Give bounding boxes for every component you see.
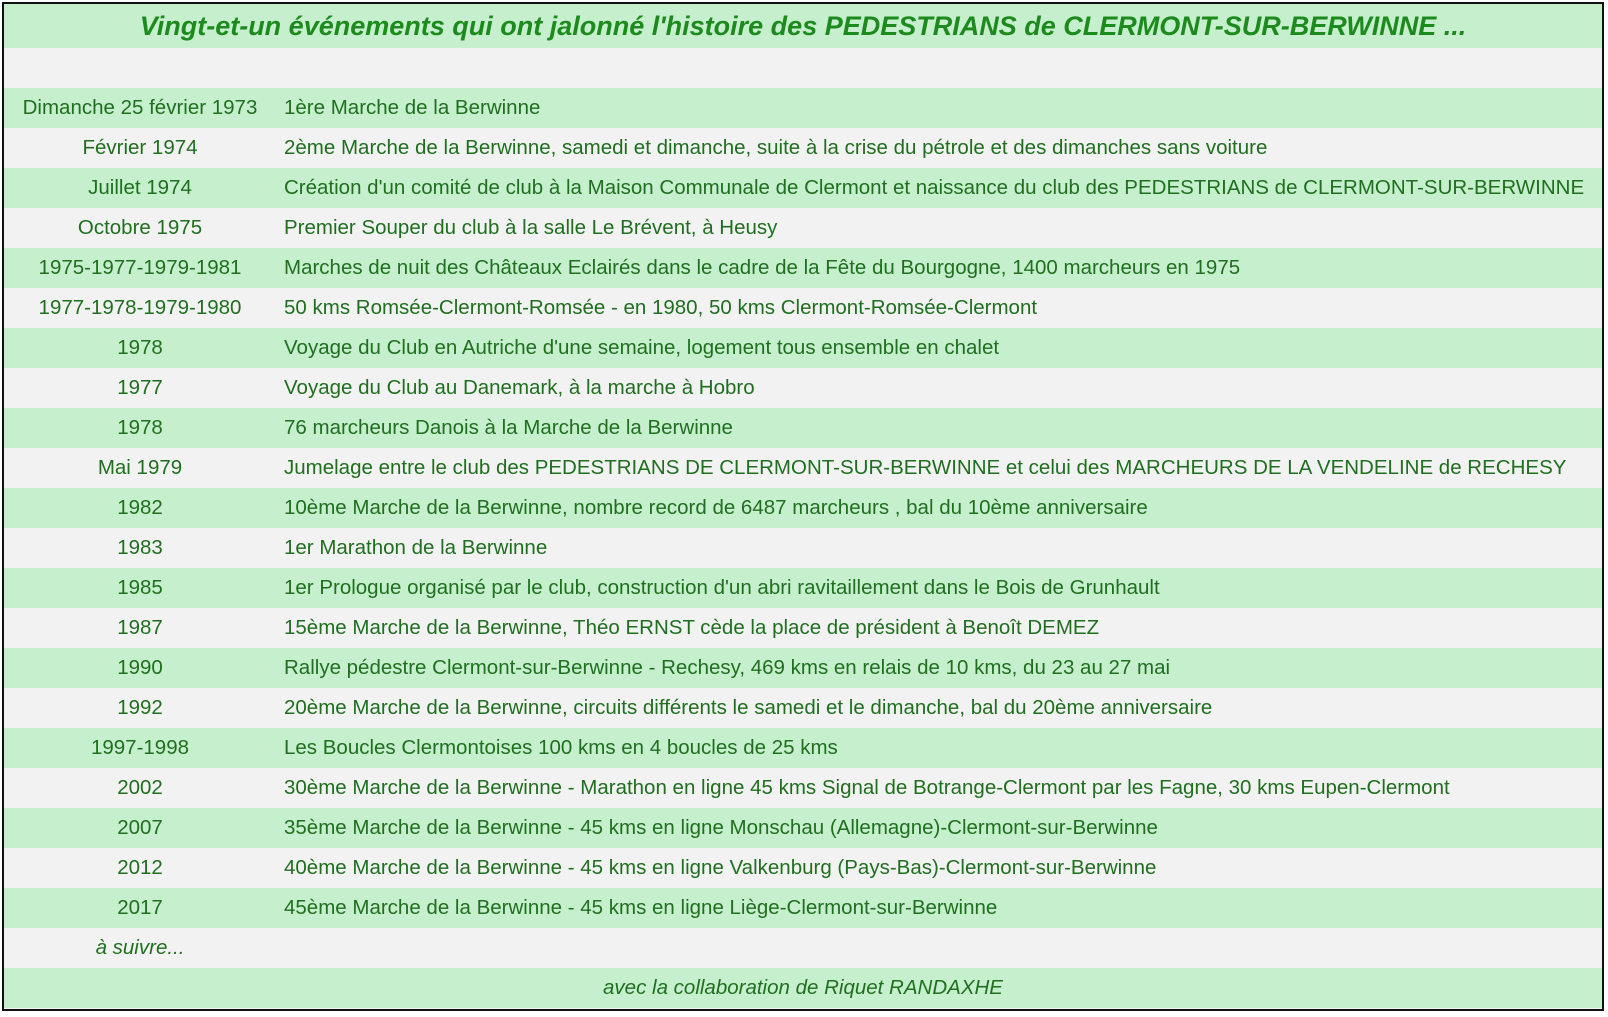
event-description: 30ème Marche de la Berwinne - Marathon en ligne 45 kms Signal de Botrange-Clermont par les Fagne, 30 kms Eupen-Clermont bbox=[284, 776, 1450, 799]
event-description: Création d'un comité de club à la Maison Communale de Clermont et naissance du club des PEDESTRIANS de CLERMONT-SUR-BERWINNE bbox=[284, 176, 1585, 199]
event-row bbox=[4, 128, 1602, 168]
event-date: 2002 bbox=[117, 776, 163, 799]
event-description: 1ère Marche de la Berwinne bbox=[284, 96, 541, 119]
blank-row bbox=[4, 48, 1602, 88]
events-list bbox=[4, 88, 1602, 928]
event-date: 1978 bbox=[117, 336, 163, 359]
event-description: Premier Souper du club à la salle Le Brévent, à Heusy bbox=[284, 216, 778, 239]
event-description: Voyage du Club au Danemark, à la marche à Hobro bbox=[284, 376, 755, 399]
credit-row bbox=[4, 968, 1602, 1008]
event-row bbox=[4, 688, 1602, 728]
event-row bbox=[4, 88, 1602, 128]
event-description: 1er Marathon de la Berwinne bbox=[284, 536, 548, 559]
event-date: Octobre 1975 bbox=[77, 216, 203, 239]
event-description: 40ème Marche de la Berwinne - 45 kms en ligne Valkenburg (Pays-Bas)-Clermont-sur-Berwinne bbox=[284, 856, 1157, 879]
event-date: 1978 bbox=[117, 416, 163, 439]
event-row bbox=[4, 768, 1602, 808]
event-row bbox=[4, 528, 1602, 568]
event-date: 1985 bbox=[117, 576, 163, 599]
event-row bbox=[4, 808, 1602, 848]
event-row bbox=[4, 248, 1602, 288]
event-description: 1er Prologue organisé par le club, construction d'un abri ravitaillement dans le Bois de Grunhault bbox=[284, 576, 1160, 599]
event-row bbox=[4, 728, 1602, 768]
event-date: 1987 bbox=[117, 616, 163, 639]
event-row bbox=[4, 608, 1602, 648]
event-description: Les Boucles Clermontoises 100 kms en 4 boucles de 25 kms bbox=[284, 736, 838, 759]
event-date: 2007 bbox=[117, 816, 163, 839]
event-date: 1990 bbox=[117, 656, 163, 679]
event-row bbox=[4, 488, 1602, 528]
event-date: 1992 bbox=[117, 696, 163, 719]
event-description: 50 kms Romsée-Clermont-Romsée - en 1980, 50 kms Clermont-Romsée-Clermont bbox=[284, 296, 1038, 319]
event-description: 20ème Marche de la Berwinne, circuits différents le samedi et le dimanche, bal du 20ème anniversaire bbox=[284, 696, 1213, 719]
event-description: 76 marcheurs Danois à la Marche de la Berwinne bbox=[284, 416, 733, 439]
event-description: 35ème Marche de la Berwinne - 45 kms en ligne Monschau (Allemagne)-Clermont-sur-Berwinne bbox=[284, 816, 1158, 839]
event-date: 1982 bbox=[117, 496, 163, 519]
event-date: Juillet 1974 bbox=[88, 176, 192, 199]
event-row bbox=[4, 328, 1602, 368]
event-description: 2ème Marche de la Berwinne, samedi et dimanche, suite à la crise du pétrole et des dimanches sans voiture bbox=[284, 136, 1268, 159]
event-date: Février 1974 bbox=[82, 136, 198, 159]
event-date: Mai 1979 bbox=[97, 456, 183, 479]
event-date: 1977-1978-1979-1980 bbox=[38, 296, 242, 319]
to-follow-row bbox=[4, 928, 1602, 968]
event-date: 1977 bbox=[117, 376, 163, 399]
event-row bbox=[4, 208, 1602, 248]
events-table bbox=[2, 2, 1604, 1011]
event-row bbox=[4, 168, 1602, 208]
event-row bbox=[4, 288, 1602, 328]
event-description: 15ème Marche de la Berwinne, Théo ERNST cède la place de président à Benoît DEMEZ bbox=[284, 616, 1100, 639]
event-date: 1997-1998 bbox=[90, 736, 190, 759]
event-description: Jumelage entre le club des PEDESTRIANS DE CLERMONT-SUR-BERWINNE et celui des MARCHEURS DE LA VENDELINE de RECHESY bbox=[284, 456, 1567, 479]
event-date: 1983 bbox=[117, 536, 163, 559]
event-date: Dimanche 25 février 1973 bbox=[22, 96, 258, 119]
event-row bbox=[4, 368, 1602, 408]
credit-text: avec la collaboration de Riquet RANDAXHE bbox=[603, 976, 1003, 999]
event-date: 2012 bbox=[117, 856, 163, 879]
to-follow-text: à suivre... bbox=[95, 936, 185, 959]
event-description: 10ème Marche de la Berwinne, nombre record de 6487 marcheurs , bal du 10ème anniversaire bbox=[284, 496, 1148, 519]
event-date: 1975-1977-1979-1981 bbox=[38, 256, 242, 279]
event-row bbox=[4, 568, 1602, 608]
event-row bbox=[4, 408, 1602, 448]
event-description: Marches de nuit des Châteaux Eclairés dans le cadre de la Fête du Bourgogne, 1400 marcheurs en 1975 bbox=[284, 256, 1241, 279]
event-row bbox=[4, 448, 1602, 488]
page-title: Vingt-et-un événements qui ont jalonné l'histoire des PEDESTRIANS de CLERMONT-SUR-BERWINNE ... bbox=[4, 4, 1602, 48]
event-description: Rallye pédestre Clermont-sur-Berwinne - Rechesy, 469 kms en relais de 10 kms, du 23 au 27 mai bbox=[284, 656, 1171, 679]
event-date: 2017 bbox=[117, 896, 163, 919]
event-row bbox=[4, 848, 1602, 888]
event-description: 45ème Marche de la Berwinne - 45 kms en ligne Liège-Clermont-sur-Berwinne bbox=[284, 896, 998, 919]
event-description: Voyage du Club en Autriche d'une semaine, logement tous ensemble en chalet bbox=[284, 336, 1000, 359]
event-row bbox=[4, 648, 1602, 688]
event-row bbox=[4, 888, 1602, 928]
